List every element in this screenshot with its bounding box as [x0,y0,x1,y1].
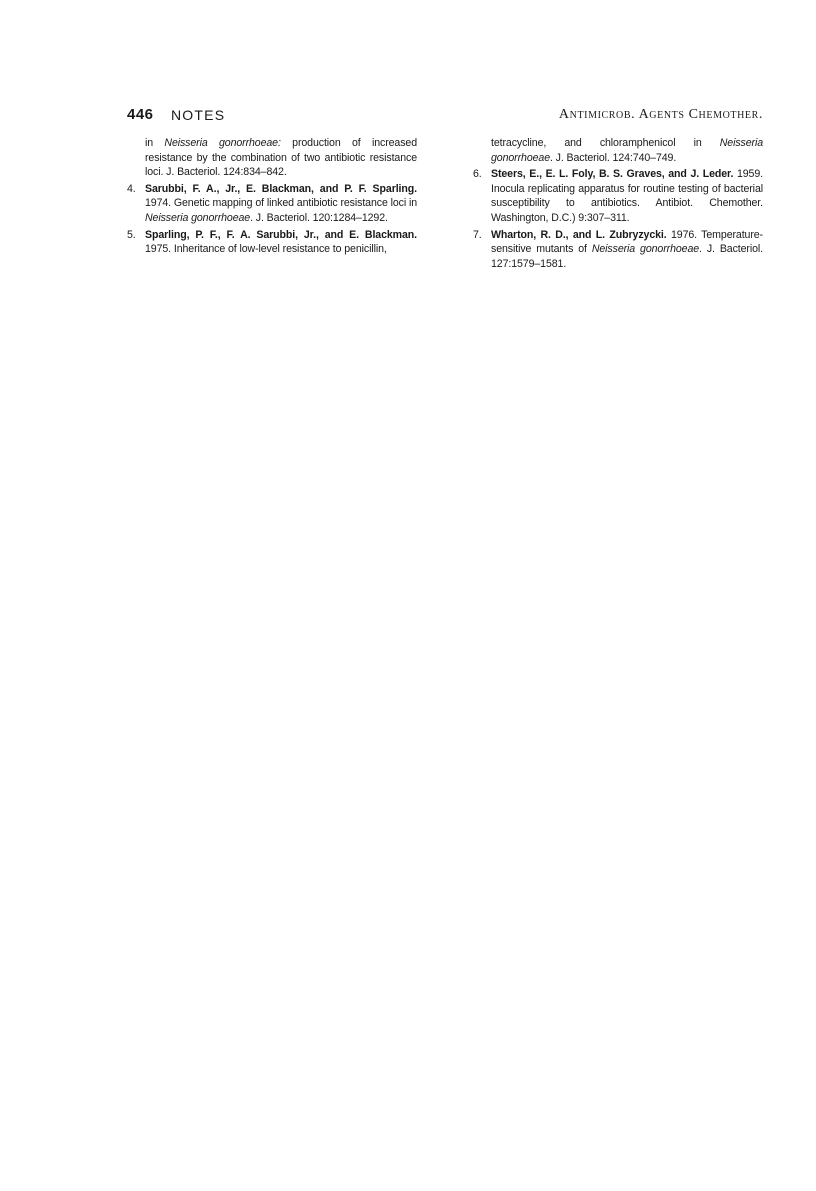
right-column [473,136,763,273]
reference-authors: Sarubbi, F. A., Jr., E. Blackman, and P. F. Sparling. [145,182,417,195]
running-header [127,106,763,128]
reference-continuation: in Neisseria gonorrhoeae: production of increased resistance by the combination of two antibiotic resistance loci. J. Bacteriol. 124:834–842. [145,137,417,179]
left-column [127,136,417,259]
journal-name: Antimicrob. Agents Chemother. [558,107,763,122]
reference-number: 4. [127,182,136,195]
reference-6: 6. Steers, E., E. L. Foly, B. S. Graves, and J. Leder. 1959. Inocula replicating apparatus for routine testing of bacterial susceptibility to antibiotics. Antibiot. Chemother. Washington, D.C.) 9:307–311. [473,168,763,224]
reference-5: 5. Sparling, P. F., F. A. Sarubbi, Jr., and E. Blackman. 1975. Inheritance of low-level resistance to penicillin, [127,228,417,256]
reference-authors: Steers, E., E. L. Foly, B. S. Graves, and J. Leder. [491,168,734,181]
reference-authors: Sparling, P. F., F. A. Sarubbi, Jr., and E. Blackman. [145,228,417,241]
reference-number: 7. [473,228,482,241]
page-number: 446 [127,106,154,123]
reference-4: 4. Sarubbi, F. A., Jr., E. Blackman, and P. F. Sparling. 1974. Genetic mapping of linked antibiotic resistance loci in Neisseria gonorrhoeae. J. Bacteriol. 120:1284–1292. [127,182,417,224]
reference-number: 6. [473,168,482,181]
reference-number: 5. [127,228,136,241]
section-title: NOTES [171,107,226,123]
reference-authors: Wharton, R. D., and L. Zubryzycki. [491,228,667,241]
reference-continuation: tetracycline, and chloramphenicol in Neisseria gonorrhoeae. J. Bacteriol. 124:740–749. [491,137,763,164]
reference-7: 7. Wharton, R. D., and L. Zubryzycki. 1976. Temperature-sensitive mutants of Neisseria gonorrhoeae. J. Bacteriol. 127:1579–1581. [473,228,763,270]
